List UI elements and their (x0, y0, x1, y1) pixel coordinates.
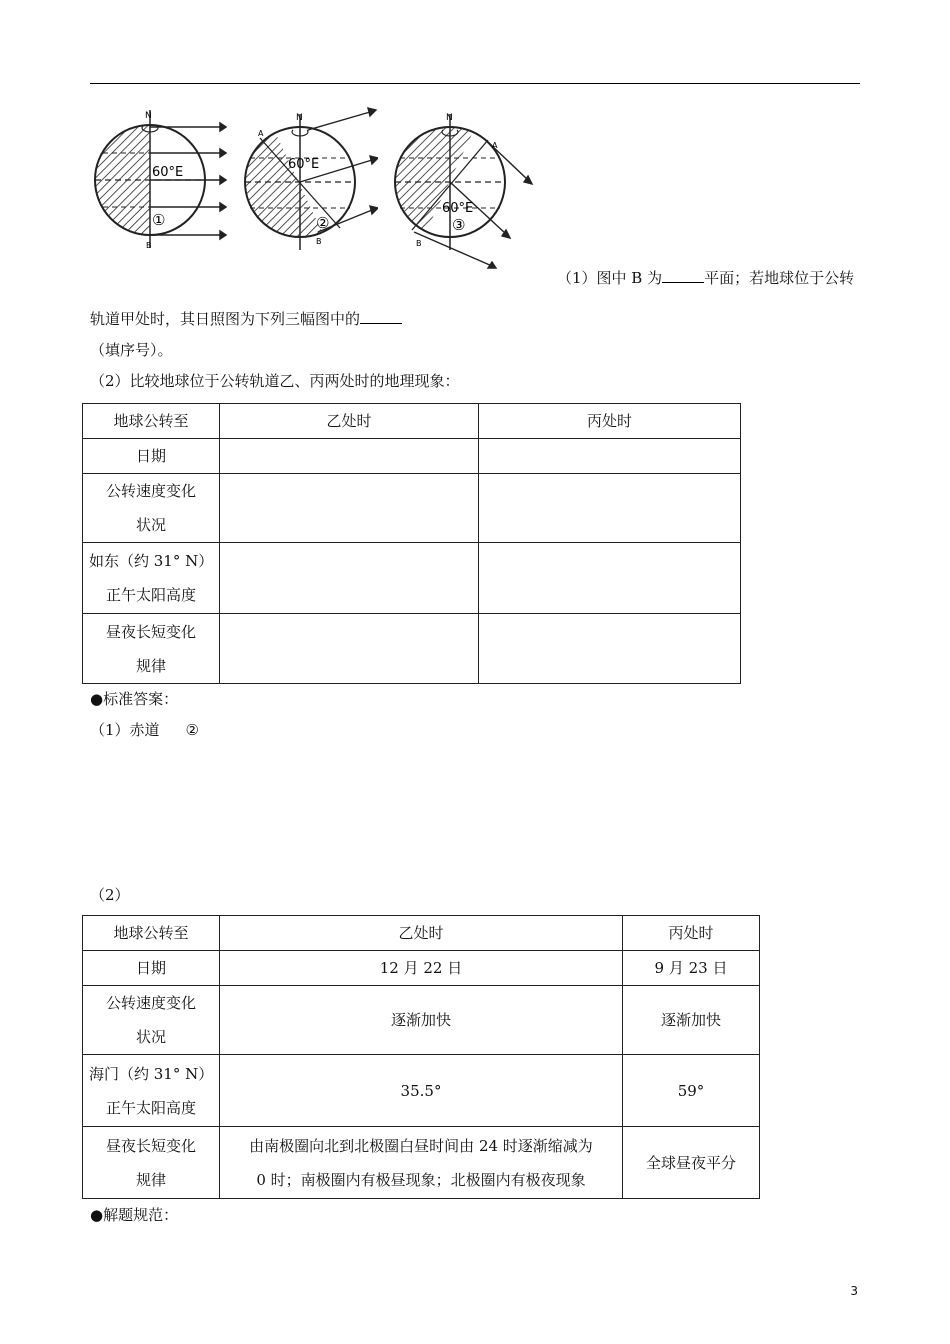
table-row (83, 439, 741, 474)
daylight-figure-3 (388, 100, 538, 270)
header-rule (90, 83, 860, 84)
label-line: 正午太阳高度 (105, 1098, 196, 1117)
table-row (83, 986, 760, 1055)
table-row (83, 1127, 760, 1199)
cell-line: 35.5° (400, 1081, 442, 1100)
row-label (83, 1055, 220, 1127)
answer-1 (90, 720, 199, 740)
table-row (83, 614, 741, 684)
table-row (83, 474, 741, 543)
q1-line2-text: 轨道甲处时，其日照图为下列三幅图中的 (90, 310, 361, 328)
header-cell: 地球公转至 (83, 916, 220, 951)
q1-line2 (90, 309, 402, 329)
page-number: 3 (850, 1284, 858, 1298)
table-header-row (83, 916, 760, 951)
answer-blank-1 (662, 268, 704, 283)
q2-prompt: （2）比较地球位于公转轨道乙、丙两处时的地理现象： (90, 372, 460, 390)
row-label (83, 543, 220, 614)
daylight-figure-2 (238, 100, 378, 270)
fig3-number: ③ (452, 216, 466, 234)
answer-cell (220, 614, 479, 684)
row-label (83, 951, 220, 986)
row-label (83, 439, 220, 474)
fig2-number: ② (316, 214, 330, 232)
q1-line1 (557, 268, 854, 288)
fig3-a-label: A (492, 141, 498, 150)
fig2-n-label: N (296, 113, 303, 123)
yi-cell (220, 1055, 623, 1127)
fig3-b-label: B (416, 239, 422, 248)
fig2-lon-label: 60°E (288, 157, 320, 172)
answer-cell (479, 439, 741, 474)
label-line: 规律 (135, 1170, 166, 1189)
label-line: 规律 (135, 656, 166, 675)
answer-cell (479, 543, 741, 614)
row-label (83, 614, 220, 684)
fig1-b-label: B (146, 241, 152, 250)
answer-heading: ●标准答案： (90, 690, 179, 708)
cell-line: 逐渐加快 (390, 1011, 451, 1029)
label-line: 公转速度变化 (105, 994, 196, 1012)
header-cell: 乙处时 (220, 404, 479, 439)
fig1-n-label: N (145, 111, 152, 121)
table-header-row (83, 404, 741, 439)
yi-cell (220, 1127, 623, 1199)
yi-cell (220, 986, 623, 1055)
label-line: 昼夜长短变化 (105, 622, 196, 641)
fig1-lon-label: 60°E (152, 165, 184, 180)
question-table (82, 403, 741, 684)
label-line: 海门（约 31° N） (89, 1064, 214, 1083)
fig3-n-label: N (446, 113, 453, 123)
header-cell: 乙处时 (220, 916, 623, 951)
cell-line: 0 时；南极圈内有极昼现象；北极圈内有极夜现象 (256, 1170, 586, 1189)
cell-line: 12 月 22 日 (379, 959, 463, 977)
bing-cell (623, 986, 760, 1055)
header-cell: 丙处时 (623, 916, 760, 951)
table-row (83, 951, 760, 986)
label-line: 如东（约 31° N） (89, 552, 214, 570)
answer-table (82, 915, 760, 1199)
answer-cell (220, 543, 479, 614)
solution-heading: ●解题规范： (90, 1206, 179, 1224)
cell-line: 9 月 23 日 (654, 959, 728, 977)
yi-cell (220, 951, 623, 986)
label-line: 日期 (135, 447, 166, 465)
answer-cell (220, 439, 479, 474)
answer-1-number: ② (185, 721, 199, 739)
header-cell: 地球公转至 (83, 404, 220, 439)
row-label (83, 474, 220, 543)
label-line: 状况 (135, 516, 166, 534)
label-line: 状况 (135, 1028, 166, 1046)
label-line: 昼夜长短变化 (105, 1136, 196, 1155)
bing-cell (623, 1055, 760, 1127)
answer-2-label: （2） (90, 886, 130, 904)
cell-line: 由南极圈向北到北极圈白昼时间由 24 时逐渐缩减为 (249, 1136, 593, 1155)
cell-line: 逐渐加快 (660, 1011, 721, 1029)
fig2-a-label: A (258, 129, 264, 138)
label-line: 公转速度变化 (105, 482, 196, 500)
q1-part-a: （1）图中 B 为 (557, 269, 663, 287)
label-line: 日期 (135, 959, 166, 977)
answer-cell (479, 474, 741, 543)
q1-part-b: 平面；若地球位于公转 (704, 269, 855, 287)
answer-blank-2 (360, 309, 402, 324)
answer-cell (479, 614, 741, 684)
label-line: 正午太阳高度 (105, 586, 196, 604)
daylight-figure-1 (88, 100, 228, 270)
table-row (83, 1055, 760, 1127)
bing-cell (623, 1127, 760, 1199)
header-cell: 丙处时 (479, 404, 741, 439)
answer-cell (220, 474, 479, 543)
cell-line: 59° (677, 1081, 705, 1100)
cell-line: 全球昼夜平分 (645, 1153, 736, 1172)
q1-line3: （填序号）。 (90, 341, 173, 359)
answer-1-label: （1）赤道 (90, 721, 160, 739)
fig2-b-label: B (316, 237, 322, 246)
fig3-lon-label: 60°E (442, 201, 474, 216)
row-label (83, 986, 220, 1055)
fig1-number: ① (152, 211, 166, 229)
table-row (83, 543, 741, 614)
bing-cell (623, 951, 760, 986)
row-label (83, 1127, 220, 1199)
